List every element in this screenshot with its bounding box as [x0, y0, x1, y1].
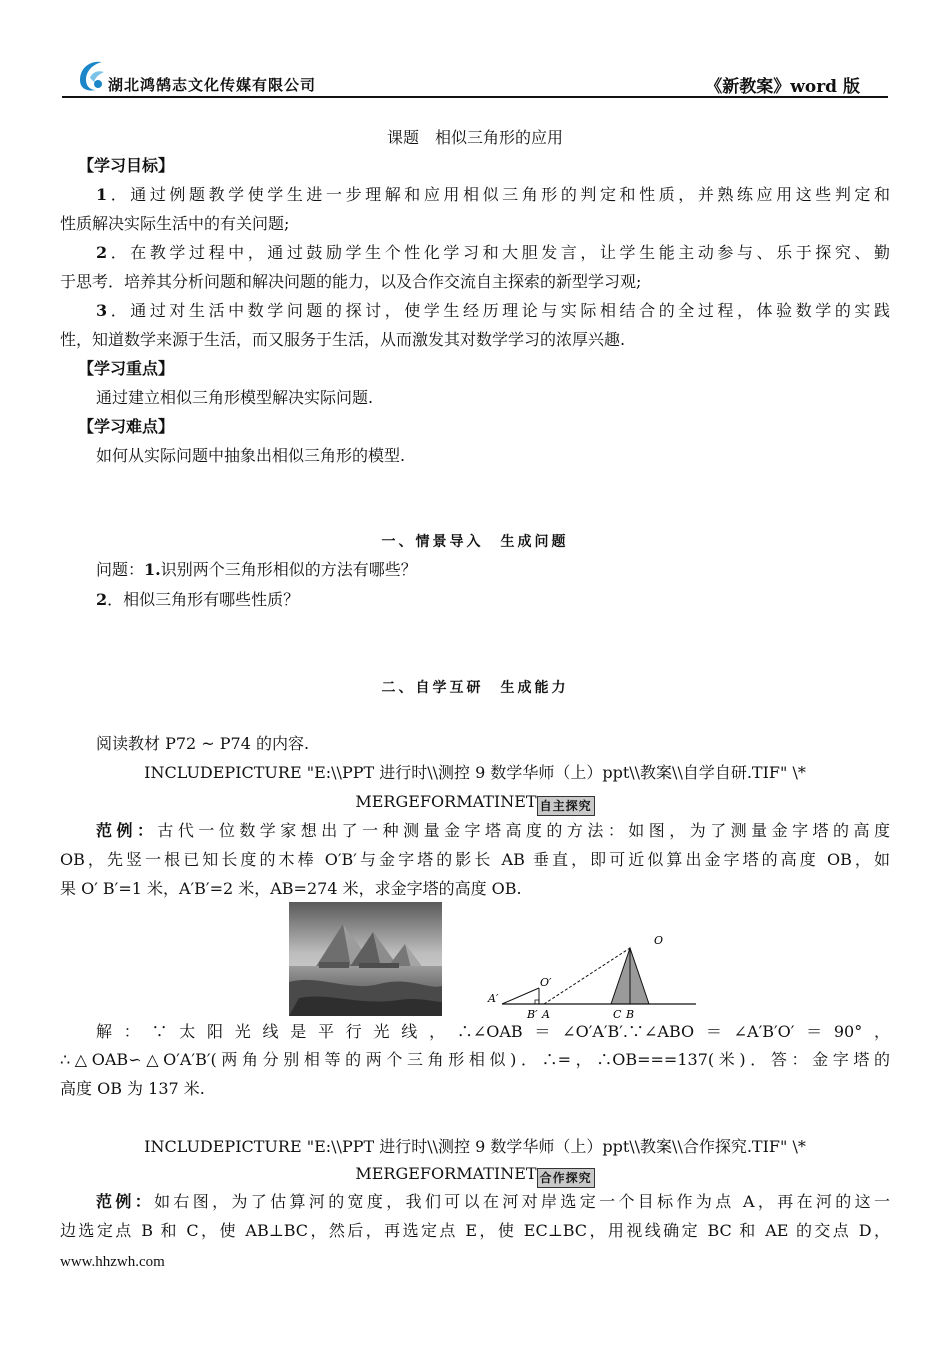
section2-title: 二、自学互研 生成能力	[381, 680, 569, 696]
label-A-prime: A′	[488, 992, 499, 1005]
objective-3-line1: 3．通过对生活中数学问题的探讨，使学生经历理论与实际相结合的全过程，体验数学的实践	[96, 301, 890, 320]
include-field-1-line1: INCLUDEPICTURE "E:\\PPT 进行时\\测控 9 数学华师（上）ppt\\教案\\自学自研.TIF" \*	[144, 763, 806, 782]
header-rule	[62, 96, 888, 98]
include-field-1-line2: MERGEFORMATINET 自主探究	[60, 792, 890, 816]
question-2: 2．相似三角形有哪些性质？	[96, 590, 300, 609]
page-header	[62, 58, 888, 98]
difficulties-text: 如何从实际问题中抽象出相似三角形的模型.	[96, 446, 406, 465]
example2-line2: 边选定点 B 和 C，使 AB⊥BC，然后，再选定点 E，使 EC⊥BC，用视线确定 BC 和 AE 的交点 D，	[60, 1221, 890, 1240]
include-field-2-line1: INCLUDEPICTURE "E:\\PPT 进行时\\测控 9 数学华师（上）ppt\\教案\\合作探究.TIF" \*	[144, 1137, 806, 1156]
example1-line3: 果 O′ B′=1 米，A′B′=2 米，AB=274 米，求金字塔的高度 OB.	[60, 879, 522, 898]
company-logo-icon	[72, 58, 108, 94]
question-1: 问题：1.识别两个三角形相似的方法有哪些？	[96, 560, 417, 579]
label-C: C	[613, 1008, 622, 1021]
label-A: A	[542, 1008, 550, 1021]
objective-1-line2: 性质解决实际生活中的有关问题;	[60, 214, 290, 233]
key-points-text: 通过建立相似三角形模型解决实际问题.	[96, 388, 374, 407]
label-B: B	[626, 1008, 635, 1021]
solution-line3: 高度 OB 为 137 米.	[60, 1079, 205, 1098]
objectives-heading: 【学习目标】	[78, 156, 175, 175]
brand-label: 《新教案》word 版	[705, 77, 860, 97]
cooperation-badge: 合作探究	[537, 1168, 595, 1188]
example2-line1: 范例：如右图，为了估算河的宽度，我们可以在河对岸选定一个目标作为点 A，再在河的这一	[96, 1192, 890, 1211]
objective-2-line2: 于思考．培养其分析问题和解决问题的能力，以及合作交流自主探索的新型学习观;	[60, 272, 642, 291]
objective-1-line1: 1．通过例题教学使学生进一步理解和应用相似三角形的判定和性质，并熟练应用这些判定和	[96, 185, 890, 204]
company-name: 湖北鸿鹄志文化传媒有限公司	[108, 76, 317, 94]
label-B-prime: B′	[527, 1008, 538, 1021]
reading-instruction: 阅读教材 P72 ~ P74 的内容.	[96, 734, 310, 753]
lesson-title: 课题 相似三角形的应用	[386, 128, 563, 147]
similar-triangle-diagram	[484, 930, 702, 1022]
solution-line1: 解：∵太阳光线是平行光线，∴∠OAB＝∠O′A′B′.∵∠ABO＝∠A′B′O′＝90°，	[96, 1022, 890, 1041]
solution-line2: ∴△OAB∽△O′A′B′(两角分别相等的两个三角形相似)．∴=，∴OB===137(米)．答：金字塔的	[60, 1050, 890, 1069]
footer-url: www.hhzwh.com	[60, 1254, 165, 1270]
example1-line1: 范例：古代一位数学家想出了一种测量金字塔高度的方法：如图，为了测量金字塔的高度	[96, 821, 890, 840]
difficulties-heading: 【学习难点】	[78, 417, 175, 436]
label-O: O	[654, 934, 664, 947]
label-O-prime: O′	[540, 976, 552, 989]
key-points-heading: 【学习重点】	[78, 359, 175, 378]
include-field-2-line2: MERGEFORMATINET 合作探究	[60, 1164, 890, 1188]
objective-2-line1: 2．在教学过程中，通过鼓励学生个性化学习和大胆发言，让学生能主动参与、乐于探究、勤	[96, 243, 890, 262]
self-study-badge: 自主探究	[537, 796, 595, 816]
example1-line2: OB，先竖一根已知长度的木棒 O′B′与金字塔的影长 AB 垂直，即可近似算出金字塔的高度 OB，如	[60, 850, 890, 869]
section1-title: 一、情景导入 生成问题	[381, 534, 569, 550]
objective-3-line2: 性，知道数学来源于生活，而又服务于生活，从而激发其对数学学习的浓厚兴趣.	[60, 330, 626, 349]
pyramid-photo	[289, 902, 442, 1016]
